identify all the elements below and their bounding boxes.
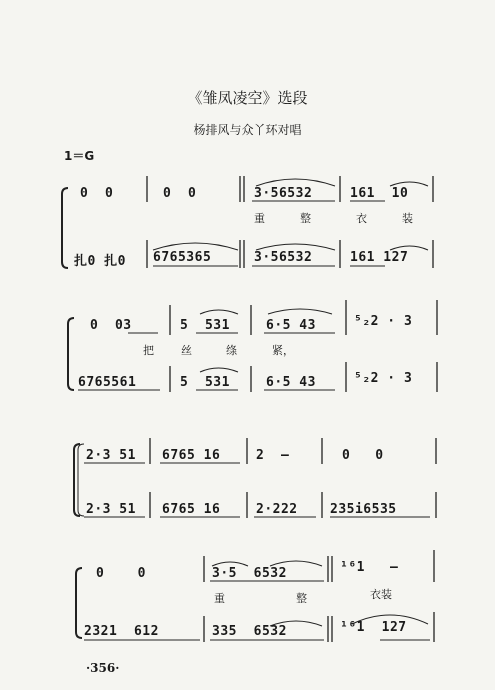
- system-1-lower-measure-2: 6765365: [153, 250, 212, 265]
- system-4-upper-measure-1: 0 0: [96, 566, 146, 581]
- system-2-lyric: 紧，: [272, 344, 294, 357]
- system-4-upper-measure-2: 3·5 6532: [212, 566, 287, 581]
- system-2-lower-measure-3: 6·5 43: [266, 375, 316, 390]
- system-4-lower-measure-2: 335 6532: [212, 624, 287, 639]
- system-3-lower-measure-2: 6765 16: [162, 502, 221, 517]
- system-2-upper-measure-3: 6·5 43: [266, 318, 316, 333]
- system-3-lower-measure-4: 235i6535: [330, 502, 397, 517]
- system-1-lower-measure-3: 3·56532: [254, 250, 313, 265]
- system-1-lyric: 装: [402, 212, 413, 225]
- system-2-upper-measure-2: 5 531: [180, 318, 230, 333]
- system-3-upper-measure-2: 6765 16: [162, 448, 221, 463]
- system-3-upper-measure-3: 2 —: [256, 448, 290, 463]
- system-1-lower-measure-4: 161 127: [350, 250, 409, 265]
- system-1-upper-measure-3: 3·56532: [254, 186, 313, 201]
- system-4-lower-measure-1: 2321 612: [84, 624, 159, 639]
- system-1-lyric: 重: [254, 212, 265, 225]
- system-3-lower-measure-3: 2·222: [256, 502, 298, 517]
- system-3-upper-measure-1: 2·3 51: [86, 448, 136, 463]
- system-4-lower-measure-3: ¹⁶1 127: [340, 620, 407, 635]
- system-2-lyric: 丝: [181, 344, 192, 357]
- system-1-upper-measure-1: 0 0: [80, 186, 114, 201]
- system-2-upper-measure-4: ⁵₂2 · 3: [354, 314, 413, 329]
- system-2-lyric: 绦: [226, 344, 237, 357]
- piece-title: 《雏凤凌空》选段: [187, 89, 308, 107]
- system-1-lyric: 整: [300, 212, 311, 225]
- system-2-lower-measure-1: 6765561: [78, 375, 137, 390]
- key-signature: 1＝G: [64, 149, 95, 163]
- system-1-upper-measure-2: 0 0: [163, 186, 197, 201]
- system-1-lower-measure-1: 扎0 扎0: [74, 254, 126, 269]
- system-3-upper-measure-4: 0 0: [342, 448, 384, 463]
- system-3-lower-measure-1: 2·3 51: [86, 502, 136, 517]
- system-4-lyric: 重: [214, 592, 225, 605]
- page-number: ·356·: [86, 661, 120, 675]
- piece-subtitle: 杨排风与众丫环对唱: [193, 123, 302, 137]
- system-4-upper-measure-3: ¹⁶1 —: [340, 560, 399, 575]
- system-1-lyric: 衣: [356, 212, 367, 225]
- system-2-lower-measure-2: 5 531: [180, 375, 230, 390]
- system-4-lyric: 整: [296, 592, 307, 605]
- system-4-lyric: 衣装: [370, 588, 392, 601]
- system-1-upper-measure-4: 161 10: [350, 186, 409, 201]
- system-2-upper-measure-1: 0 03: [90, 318, 132, 333]
- system-2-lower-measure-4: ⁵₂2 · 3: [354, 371, 413, 386]
- system-2-lyric: 把: [143, 344, 154, 357]
